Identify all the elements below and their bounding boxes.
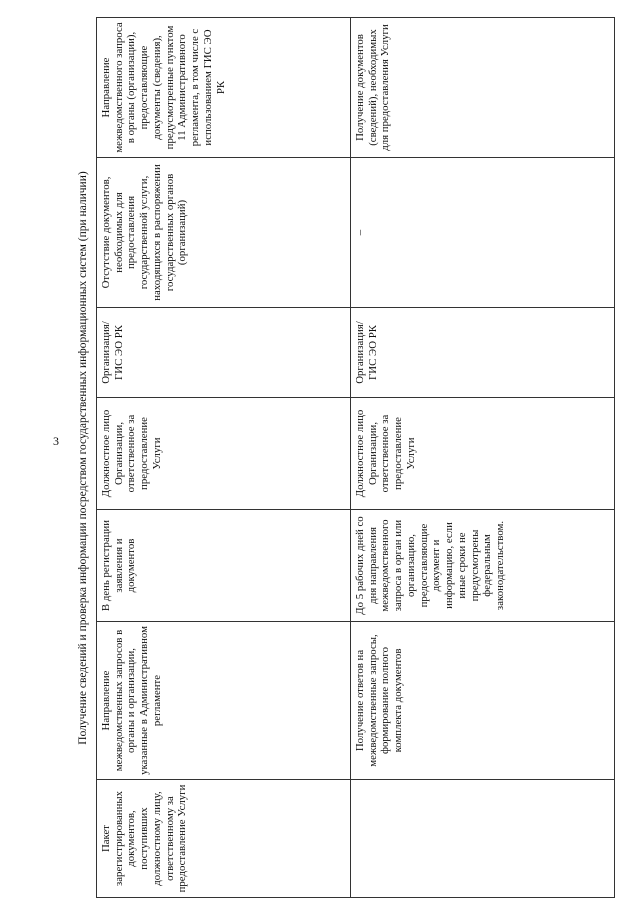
table-row: [97, 18, 351, 898]
cell-result: Получение документов (сведений), необходимых для предоставления Услуги: [350, 18, 614, 158]
cell-criteria: Отсутствие документов, необходимых для предоставления государственной услуги, находящихся в распоряжении государственных органов (организаций): [97, 158, 351, 308]
cell-action: Направление межведомственных запросов в органы и организации, указанные в Административном регламенте: [97, 622, 351, 780]
cell-place: Организация/ ГИС ЭО РК: [97, 308, 351, 398]
procedure-table: [96, 17, 615, 898]
cell-place: Организация/ ГИС ЭО РК: [350, 308, 614, 398]
cell-responsible: Должностное лицо Организации, ответственное за предоставление Услуги: [97, 398, 351, 510]
cell-basis: [350, 780, 614, 898]
page-number: 3: [53, 434, 59, 448]
cell-criteria: –: [350, 158, 614, 308]
cell-term: До 5 рабочих дней со дня направления межведомственного запроса в орган или организацию, предоставляющие документ и информацию, если иные сроки не предусмотрены федеральным законодательством.: [350, 510, 614, 622]
rotated-table-area: [70, 18, 615, 898]
section-title: Получение сведений и проверка информации посредством государственных информационных систем (при наличии): [70, 18, 97, 898]
cell-action: Получение ответов на межведомственные запросы, формирование полного комплекта документов: [350, 622, 614, 780]
table-row: [350, 18, 614, 898]
cell-responsible: Должностное лицо Организации, ответственное за предоставление Услуги: [350, 398, 614, 510]
cell-result: Направление межведомственного запроса в органы (организации), предоставляющие документы (сведения), предусмотренные пунктом 11 Административного регламента, в том числе с использованием ГИС ЭО РК: [97, 18, 351, 158]
cell-term: В день регистрации заявления и документов: [97, 510, 351, 622]
cell-basis: Пакет зарегистрированных документов, поступивших должностному лицу, ответственному за предоставление Услуги: [97, 780, 351, 898]
